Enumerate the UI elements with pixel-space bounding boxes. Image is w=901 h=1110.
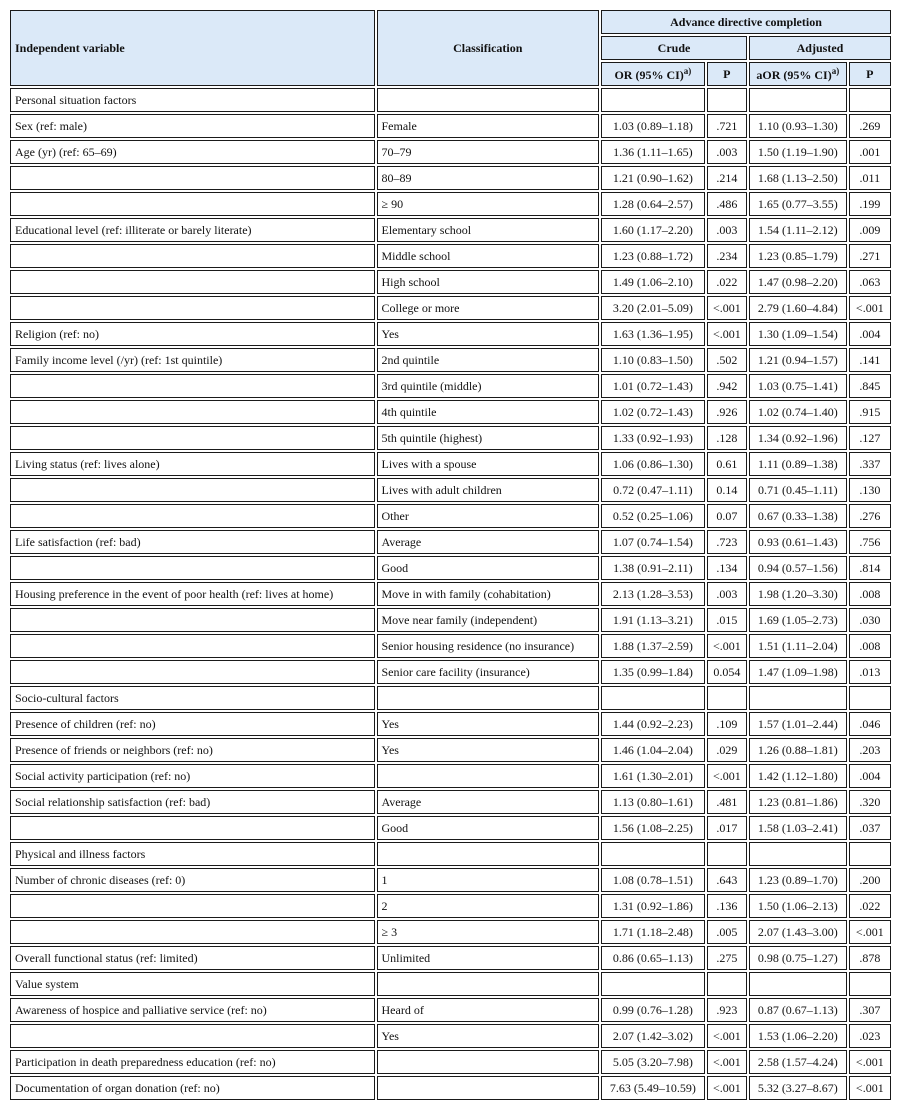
cell-p-crude: .128 (707, 426, 747, 450)
cell-p-crude: .234 (707, 244, 747, 268)
cell-or-ci: 0.52 (0.25–1.06) (601, 504, 705, 528)
table-row (10, 452, 891, 476)
cell-aor-ci: 1.47 (1.09–1.98) (749, 660, 847, 684)
cell-p-adjusted: .320 (849, 790, 891, 814)
cell-p-crude (707, 686, 747, 710)
cell-or-ci: 1.46 (1.04–2.04) (601, 738, 705, 762)
cell-variable: Social relationship satisfaction (ref: bad) (10, 790, 375, 814)
cell-p-adjusted: .011 (849, 166, 891, 190)
header-p-crude: P (707, 62, 747, 86)
cell-variable: Overall functional status (ref: limited) (10, 946, 375, 970)
cell-p-adjusted: .141 (849, 348, 891, 372)
cell-aor-ci: 1.47 (0.98–2.20) (749, 270, 847, 294)
cell-or-ci: 1.23 (0.88–1.72) (601, 244, 705, 268)
cell-p-crude: .214 (707, 166, 747, 190)
cell-p-crude: .029 (707, 738, 747, 762)
cell-variable (10, 920, 375, 944)
cell-classification: Elementary school (377, 218, 600, 242)
cell-aor-ci: 0.93 (0.61–1.43) (749, 530, 847, 554)
cell-p-adjusted (849, 88, 891, 112)
cell-aor-ci: 1.58 (1.03–2.41) (749, 816, 847, 840)
cell-classification: College or more (377, 296, 600, 320)
cell-variable: Documentation of organ donation (ref: no) (10, 1076, 375, 1100)
cell-or-ci: 1.31 (0.92–1.86) (601, 894, 705, 918)
cell-classification (377, 764, 600, 788)
cell-aor-ci: 1.10 (0.93–1.30) (749, 114, 847, 138)
cell-aor-ci (749, 88, 847, 112)
cell-aor-ci: 1.51 (1.11–2.04) (749, 634, 847, 658)
cell-classification (377, 1076, 600, 1100)
cell-p-crude: .003 (707, 140, 747, 164)
cell-p-crude (707, 88, 747, 112)
cell-classification: Lives with adult children (377, 478, 600, 502)
cell-classification: 2nd quintile (377, 348, 600, 372)
cell-variable: Social activity participation (ref: no) (10, 764, 375, 788)
cell-aor-ci: 1.23 (0.81–1.86) (749, 790, 847, 814)
cell-p-adjusted: .878 (849, 946, 891, 970)
cell-aor-ci: 1.26 (0.88–1.81) (749, 738, 847, 762)
cell-variable: Presence of children (ref: no) (10, 712, 375, 736)
table-row (10, 88, 891, 112)
cell-classification: Good (377, 556, 600, 580)
cell-aor-ci: 0.67 (0.33–1.38) (749, 504, 847, 528)
cell-or-ci: 1.03 (0.89–1.18) (601, 114, 705, 138)
table-row (10, 322, 891, 346)
cell-aor-ci: 1.21 (0.94–1.57) (749, 348, 847, 372)
cell-aor-ci: 1.23 (0.85–1.79) (749, 244, 847, 268)
cell-variable (10, 192, 375, 216)
cell-p-adjusted: .013 (849, 660, 891, 684)
cell-classification: Unlimited (377, 946, 600, 970)
cell-variable (10, 816, 375, 840)
cell-variable: Sex (ref: male) (10, 114, 375, 138)
cell-p-adjusted: .200 (849, 868, 891, 892)
cell-aor-ci: 0.98 (0.75–1.27) (749, 946, 847, 970)
cell-p-adjusted: .915 (849, 400, 891, 424)
cell-variable (10, 894, 375, 918)
cell-variable: Participation in death preparedness education (ref: no) (10, 1050, 375, 1074)
cell-variable (10, 556, 375, 580)
cell-classification: Yes (377, 738, 600, 762)
cell-variable: Value system (10, 972, 375, 996)
cell-classification: Other (377, 504, 600, 528)
cell-p-crude: <.001 (707, 764, 747, 788)
cell-classification: ≥ 3 (377, 920, 600, 944)
cell-variable: Living status (ref: lives alone) (10, 452, 375, 476)
cell-p-adjusted: .337 (849, 452, 891, 476)
table-row (10, 166, 891, 190)
cell-classification: High school (377, 270, 600, 294)
cell-variable: Physical and illness factors (10, 842, 375, 866)
cell-p-crude: <.001 (707, 1024, 747, 1048)
cell-p-adjusted: .008 (849, 634, 891, 658)
cell-p-adjusted: .046 (849, 712, 891, 736)
cell-p-adjusted: .756 (849, 530, 891, 554)
cell-aor-ci: 1.53 (1.06–2.20) (749, 1024, 847, 1048)
cell-or-ci: 1.07 (0.74–1.54) (601, 530, 705, 554)
cell-or-ci: 1.08 (0.78–1.51) (601, 868, 705, 892)
table-row (10, 426, 891, 450)
cell-classification (377, 972, 600, 996)
cell-aor-ci: 1.69 (1.05–2.73) (749, 608, 847, 632)
cell-variable: Number of chronic diseases (ref: 0) (10, 868, 375, 892)
cell-p-adjusted: .008 (849, 582, 891, 606)
cell-variable (10, 166, 375, 190)
cell-or-ci: 1.63 (1.36–1.95) (601, 322, 705, 346)
cell-aor-ci: 2.07 (1.43–3.00) (749, 920, 847, 944)
cell-or-ci: 0.72 (0.47–1.11) (601, 478, 705, 502)
cell-or-ci: 1.28 (0.64–2.57) (601, 192, 705, 216)
cell-or-ci: 1.13 (0.80–1.61) (601, 790, 705, 814)
cell-variable: Presence of friends or neighbors (ref: no) (10, 738, 375, 762)
cell-classification: Lives with a spouse (377, 452, 600, 476)
cell-p-crude: 0.054 (707, 660, 747, 684)
cell-p-crude: .942 (707, 374, 747, 398)
cell-aor-ci: 0.87 (0.67–1.13) (749, 998, 847, 1022)
cell-aor-ci: 1.98 (1.20–3.30) (749, 582, 847, 606)
cell-aor-ci: 2.79 (1.60–4.84) (749, 296, 847, 320)
header-aor-ci: aOR (95% CI)$^{a)}$ (749, 62, 847, 86)
cell-p-crude: .134 (707, 556, 747, 580)
cell-p-adjusted: .307 (849, 998, 891, 1022)
cell-p-adjusted: .004 (849, 322, 891, 346)
cell-aor-ci: 0.71 (0.45–1.11) (749, 478, 847, 502)
cell-p-crude: .481 (707, 790, 747, 814)
cell-or-ci: 5.05 (3.20–7.98) (601, 1050, 705, 1074)
cell-variable: Age (yr) (ref: 65–69) (10, 140, 375, 164)
cell-variable (10, 296, 375, 320)
cell-or-ci: 1.56 (1.08–2.25) (601, 816, 705, 840)
cell-or-ci: 1.44 (0.92–2.23) (601, 712, 705, 736)
cell-p-crude: .136 (707, 894, 747, 918)
cell-p-adjusted: .004 (849, 764, 891, 788)
cell-classification: Yes (377, 1024, 600, 1048)
cell-or-ci (601, 972, 705, 996)
cell-p-adjusted: <.001 (849, 1050, 891, 1074)
table-row (10, 348, 891, 372)
table-row (10, 972, 891, 996)
cell-p-adjusted: <.001 (849, 920, 891, 944)
cell-or-ci: 2.07 (1.42–3.02) (601, 1024, 705, 1048)
cell-or-ci: 1.10 (0.83–1.50) (601, 348, 705, 372)
table-row (10, 478, 891, 502)
cell-classification: 5th quintile (highest) (377, 426, 600, 450)
cell-aor-ci: 0.94 (0.57–1.56) (749, 556, 847, 580)
cell-variable: Personal situation factors (10, 88, 375, 112)
table-header (10, 10, 891, 86)
cell-p-adjusted: .276 (849, 504, 891, 528)
table-row (10, 816, 891, 840)
cell-p-crude: .926 (707, 400, 747, 424)
cell-variable: Religion (ref: no) (10, 322, 375, 346)
cell-p-crude: 0.07 (707, 504, 747, 528)
cell-p-adjusted: .269 (849, 114, 891, 138)
cell-p-crude: .643 (707, 868, 747, 892)
table-row (10, 738, 891, 762)
cell-p-adjusted: .022 (849, 894, 891, 918)
header-independent-variable: Independent variable (10, 10, 375, 86)
cell-aor-ci: 1.30 (1.09–1.54) (749, 322, 847, 346)
table-row (10, 1024, 891, 1048)
table-row (10, 530, 891, 554)
cell-aor-ci: 1.23 (0.89–1.70) (749, 868, 847, 892)
cell-p-adjusted: .271 (849, 244, 891, 268)
cell-variable (10, 660, 375, 684)
cell-variable: Family income level (/yr) (ref: 1st quintile) (10, 348, 375, 372)
cell-classification: Yes (377, 712, 600, 736)
cell-p-crude: <.001 (707, 296, 747, 320)
cell-aor-ci (749, 842, 847, 866)
cell-aor-ci: 2.58 (1.57–4.24) (749, 1050, 847, 1074)
cell-or-ci (601, 88, 705, 112)
regression-table (8, 8, 893, 1102)
table-row (10, 114, 891, 138)
cell-p-crude (707, 972, 747, 996)
table-row (10, 582, 891, 606)
cell-or-ci: 1.71 (1.18–2.48) (601, 920, 705, 944)
cell-p-adjusted: .199 (849, 192, 891, 216)
cell-p-adjusted: <.001 (849, 296, 891, 320)
cell-p-crude: .923 (707, 998, 747, 1022)
cell-p-crude: 0.61 (707, 452, 747, 476)
header-adjusted: Adjusted (749, 36, 891, 60)
cell-classification: 1 (377, 868, 600, 892)
table-row (10, 504, 891, 528)
cell-p-adjusted: .037 (849, 816, 891, 840)
table-row (10, 634, 891, 658)
cell-or-ci: 3.20 (2.01–5.09) (601, 296, 705, 320)
cell-p-crude: .022 (707, 270, 747, 294)
cell-p-crude (707, 842, 747, 866)
cell-p-crude: .721 (707, 114, 747, 138)
cell-p-crude: .005 (707, 920, 747, 944)
table-row (10, 660, 891, 684)
cell-p-adjusted (849, 842, 891, 866)
cell-classification (377, 686, 600, 710)
cell-variable: Socio-cultural factors (10, 686, 375, 710)
cell-aor-ci (749, 686, 847, 710)
cell-classification: Senior housing residence (no insurance) (377, 634, 600, 658)
footnote-mark: a) (683, 65, 692, 76)
cell-variable (10, 400, 375, 424)
cell-classification: ≥ 90 (377, 192, 600, 216)
cell-or-ci: 1.61 (1.30–2.01) (601, 764, 705, 788)
cell-p-adjusted: .023 (849, 1024, 891, 1048)
cell-variable (10, 478, 375, 502)
header-classification: Classification (377, 10, 600, 86)
table-row (10, 192, 891, 216)
cell-aor-ci: 1.03 (0.75–1.41) (749, 374, 847, 398)
cell-variable (10, 1024, 375, 1048)
cell-p-adjusted: .814 (849, 556, 891, 580)
table-row (10, 374, 891, 398)
table-row (10, 868, 891, 892)
cell-p-crude: .003 (707, 218, 747, 242)
cell-variable (10, 244, 375, 268)
table-row (10, 244, 891, 268)
cell-classification: 4th quintile (377, 400, 600, 424)
cell-or-ci: 2.13 (1.28–3.53) (601, 582, 705, 606)
cell-classification (377, 88, 600, 112)
cell-p-crude: .015 (707, 608, 747, 632)
cell-variable (10, 270, 375, 294)
cell-or-ci (601, 686, 705, 710)
cell-aor-ci (749, 972, 847, 996)
cell-classification (377, 842, 600, 866)
cell-p-crude: .017 (707, 816, 747, 840)
cell-or-ci: 1.01 (0.72–1.43) (601, 374, 705, 398)
cell-classification: Move in with family (cohabitation) (377, 582, 600, 606)
table-row (10, 400, 891, 424)
cell-aor-ci: 1.11 (0.89–1.38) (749, 452, 847, 476)
cell-p-adjusted: .030 (849, 608, 891, 632)
table-row (10, 842, 891, 866)
header-crude: Crude (601, 36, 747, 60)
cell-variable: Educational level (ref: illiterate or barely literate) (10, 218, 375, 242)
cell-p-crude: 0.14 (707, 478, 747, 502)
cell-or-ci: 1.02 (0.72–1.43) (601, 400, 705, 424)
cell-variable (10, 426, 375, 450)
cell-or-ci: 1.91 (1.13–3.21) (601, 608, 705, 632)
header-or-ci: OR (95% CI)$^{a)}$ (601, 62, 705, 86)
cell-p-crude: .003 (707, 582, 747, 606)
cell-classification: 70–79 (377, 140, 600, 164)
cell-p-adjusted: .845 (849, 374, 891, 398)
cell-or-ci: 1.21 (0.90–1.62) (601, 166, 705, 190)
table-row (10, 998, 891, 1022)
header-p-adjusted: P (849, 62, 891, 86)
cell-aor-ci: 1.50 (1.19–1.90) (749, 140, 847, 164)
cell-aor-ci: 1.34 (0.92–1.96) (749, 426, 847, 450)
cell-p-adjusted: .127 (849, 426, 891, 450)
cell-p-crude: .723 (707, 530, 747, 554)
cell-aor-ci: 1.57 (1.01–2.44) (749, 712, 847, 736)
cell-p-crude: .486 (707, 192, 747, 216)
cell-p-adjusted (849, 972, 891, 996)
cell-p-crude: .109 (707, 712, 747, 736)
cell-classification: Average (377, 530, 600, 554)
table-row (10, 218, 891, 242)
table-row (10, 686, 891, 710)
cell-classification: Good (377, 816, 600, 840)
cell-variable: Housing preference in the event of poor health (ref: lives at home) (10, 582, 375, 606)
table-row (10, 712, 891, 736)
cell-or-ci: 1.49 (1.06–2.10) (601, 270, 705, 294)
cell-p-adjusted (849, 686, 891, 710)
cell-aor-ci: 1.42 (1.12–1.80) (749, 764, 847, 788)
cell-variable: Awareness of hospice and palliative service (ref: no) (10, 998, 375, 1022)
cell-classification: 80–89 (377, 166, 600, 190)
cell-aor-ci: 1.50 (1.06–2.13) (749, 894, 847, 918)
cell-p-adjusted: .063 (849, 270, 891, 294)
table-row (10, 270, 891, 294)
cell-variable: Life satisfaction (ref: bad) (10, 530, 375, 554)
cell-p-adjusted: <.001 (849, 1076, 891, 1100)
table-row (10, 894, 891, 918)
cell-variable (10, 374, 375, 398)
table-row (10, 296, 891, 320)
cell-p-adjusted: .130 (849, 478, 891, 502)
table-row (10, 946, 891, 970)
cell-p-adjusted: .203 (849, 738, 891, 762)
cell-classification: 2 (377, 894, 600, 918)
cell-classification: Senior care facility (insurance) (377, 660, 600, 684)
table-row (10, 790, 891, 814)
cell-p-adjusted: .009 (849, 218, 891, 242)
cell-classification: Heard of (377, 998, 600, 1022)
cell-or-ci (601, 842, 705, 866)
table-row (10, 140, 891, 164)
table-row (10, 764, 891, 788)
table-row (10, 556, 891, 580)
cell-variable (10, 634, 375, 658)
cell-classification: Average (377, 790, 600, 814)
cell-aor-ci: 1.02 (0.74–1.40) (749, 400, 847, 424)
cell-or-ci: 1.36 (1.11–1.65) (601, 140, 705, 164)
cell-or-ci: 1.60 (1.17–2.20) (601, 218, 705, 242)
cell-aor-ci: 1.68 (1.13–2.50) (749, 166, 847, 190)
cell-or-ci: 1.33 (0.92–1.93) (601, 426, 705, 450)
cell-p-crude: <.001 (707, 1076, 747, 1100)
cell-p-crude: <.001 (707, 322, 747, 346)
cell-p-adjusted: .001 (849, 140, 891, 164)
cell-or-ci: 0.86 (0.65–1.13) (601, 946, 705, 970)
cell-variable (10, 608, 375, 632)
cell-or-ci: 1.35 (0.99–1.84) (601, 660, 705, 684)
cell-p-crude: <.001 (707, 1050, 747, 1074)
cell-classification: Female (377, 114, 600, 138)
table-row (10, 1076, 891, 1100)
cell-aor-ci: 5.32 (3.27–8.67) (749, 1076, 847, 1100)
cell-or-ci: 1.06 (0.86–1.30) (601, 452, 705, 476)
cell-variable (10, 504, 375, 528)
cell-classification: Move near family (independent) (377, 608, 600, 632)
cell-p-crude: .275 (707, 946, 747, 970)
cell-p-crude: <.001 (707, 634, 747, 658)
table-row (10, 608, 891, 632)
cell-p-crude: .502 (707, 348, 747, 372)
cell-or-ci: 1.38 (0.91–2.11) (601, 556, 705, 580)
cell-aor-ci: 1.54 (1.11–2.12) (749, 218, 847, 242)
table-row (10, 920, 891, 944)
footnote-mark: a) (831, 65, 840, 76)
cell-or-ci: 1.88 (1.37–2.59) (601, 634, 705, 658)
header-advance-directive-completion: Advance directive completion (601, 10, 891, 34)
cell-or-ci: 7.63 (5.49–10.59) (601, 1076, 705, 1100)
table-body (10, 88, 891, 1100)
table-row (10, 1050, 891, 1074)
cell-or-ci: 0.99 (0.76–1.28) (601, 998, 705, 1022)
cell-aor-ci: 1.65 (0.77–3.55) (749, 192, 847, 216)
cell-classification: 3rd quintile (middle) (377, 374, 600, 398)
cell-classification (377, 1050, 600, 1074)
cell-classification: Yes (377, 322, 600, 346)
cell-classification: Middle school (377, 244, 600, 268)
